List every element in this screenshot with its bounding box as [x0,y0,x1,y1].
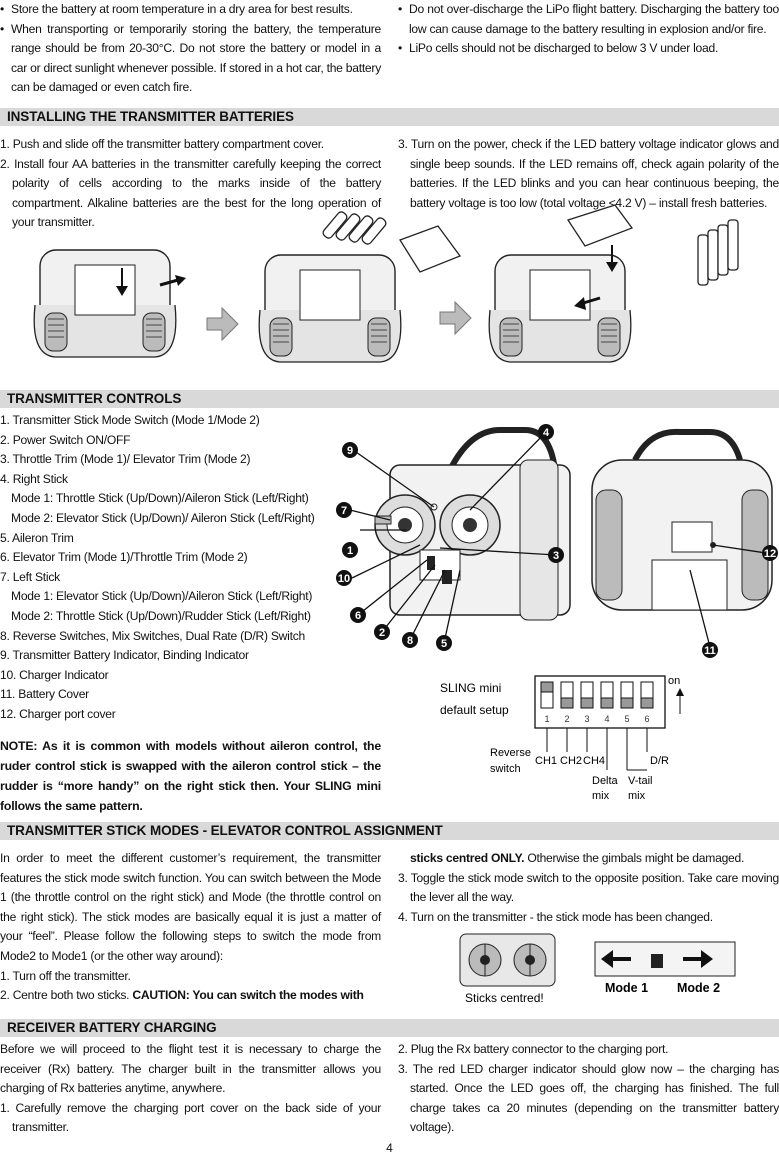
battery-install-illustration [0,200,779,380]
control-item: 3. Throttle Trim (Mode 1)/ Elevator Trim (Mode 2) [0,452,251,467]
mode-switch-icon [595,942,735,976]
svg-text:10: 10 [337,573,351,585]
transmitter-back-icon [592,432,772,610]
control-item: 12. Charger port cover [0,706,116,721]
svg-text:2: 2 [378,627,386,639]
battery-storage-bullets [0,0,381,98]
callout-badge-8 [402,632,418,648]
control-item: 2. Power Switch ON/OFF [0,432,131,447]
dr-label: D/R [650,755,669,767]
section-title: INSTALLING THE TRANSMITTER BATTERIES [7,109,294,124]
stick-mode-step-3: 3. Toggle the stick mode switch to the opposite position. Take care moving the lever all the way. [398,870,779,905]
control-item: 7. Left Stick [0,569,60,584]
on-arrow-icon [676,688,684,714]
svg-text:7: 7 [340,505,348,517]
svg-text:11: 11 [704,645,716,657]
section-title: TRANSMITTER STICK MODES - ELEVATOR CONTROL ASSIGNMENT [7,823,443,838]
svg-text:12: 12 [763,548,777,560]
transmitter-back-step2-icon [259,210,460,362]
control-item: 5. Aileron Trim [0,530,74,545]
transmitter-front-icon [375,430,570,620]
callout-badge-2 [374,624,390,640]
svg-text:1: 1 [346,545,354,557]
install-step-3: 3. Turn on the power, check if the LED battery voltage indicator glows and single beep sounds. If the LED remains off, check again polarity of the batteries. If the LED blinks and you can hear continuous beeping, the battery voltage is too low (total voltage <4.2 V) – install fresh batteries. [398,137,779,210]
stick-modes-left [0,849,381,1006]
stick-mode-step-2-cont: sticks centred ONLY. Otherwise the gimbals might be damaged. [410,851,745,865]
section-header-transmitter-controls [0,390,779,408]
svg-text:4: 4 [542,427,550,439]
dip-title-line1: SLING mini [440,681,502,695]
svg-text:6: 6 [354,610,362,622]
svg-text:8: 8 [406,635,414,647]
ch2-label: CH2 [560,755,583,767]
ch4-label: CH4 [583,755,606,767]
stick-mode-step-1: 1. Turn off the transmitter. [0,968,131,983]
mode-2-label: Mode 2 [677,981,721,995]
control-subitem: Mode 2: Throttle Stick (Up/Down)/Rudder Stick (Left/Right) [11,608,311,623]
control-item: 10. Charger Indicator [0,667,109,682]
control-item: 11. Battery Cover [0,687,89,702]
dip-switch-setup-diagram [430,670,779,810]
control-subitem: Mode 1: Elevator Stick (Up/Down)/Aileron Stick (Left/Right) [11,589,313,604]
arrow-right-icon [440,302,471,334]
svg-text:2: 2 [564,714,570,724]
stick-modes-intro: In order to meet the different customer’s requirement, the transmitter features the stick mode switch function. You can switch between the Mode 1 (the throttle control on the right stick) and Mode (the throttle control on the right stick). The stick modes are basically equal it is just a matter of your “feel”. Please follow the following steps to switch the mode from Mode2 to Mode1 (or the other way around): [0,851,381,963]
reverse-label-line2: switch [490,763,521,775]
sticks-centred-caption: Sticks centred! [465,991,544,1005]
section-header-stick-modes [0,822,779,840]
dip-title-line2: default setup [440,703,509,717]
callout-badge-4 [538,424,554,440]
stick-modes-right [398,849,779,927]
lipo-discharge-bullets [398,0,779,59]
svg-text:4: 4 [604,714,610,724]
svg-text:9: 9 [346,445,354,457]
vtail-label-line2: mix [628,790,646,802]
control-subitem: Mode 2: Elevator Stick (Up/Down)/ Aileron Stick (Left/Right) [11,510,315,525]
callout-badge-7 [336,502,352,518]
stick-mode-step-4: 4. Turn on the transmitter - the stick mode has been changed. [398,909,713,924]
section-title: TRANSMITTER CONTROLS [7,391,182,406]
svg-text:1: 1 [544,714,550,724]
delta-label-line2: mix [592,790,610,802]
sticks-centred-icon [460,934,555,986]
section-header-receiver-charging [0,1019,779,1037]
callout-badge-5 [436,635,452,651]
callout-badge-10 [336,570,352,586]
transmitter-back-step3-icon [489,205,632,362]
section-title: RECEIVER BATTERY CHARGING [7,1020,217,1035]
callout-badge-12 [762,545,778,561]
control-subitem: Mode 1: Throttle Stick (Up/Down)/Aileron Stick (Left/Right) [11,491,309,506]
charging-left [0,1040,381,1138]
charging-step-3: 3. The red LED charger indicator should glow now – the charging has started. Once the LED goes off, the charging has finished. The full charge takes ca 20 minutes (depending on the transmitter battery voltage). [398,1061,779,1135]
page-number: 4 [386,1141,393,1155]
transmitter-controls-diagram [330,420,779,660]
bullet-item: • Do not over-discharge the LiPo flight battery. Discharging the battery too low can cause damage to the battery resulting in explosion and/or fire. [398,0,779,39]
aa-batteries-icon [698,220,738,285]
control-item: 9. Transmitter Battery Indicator, Binding Indicator [0,648,249,663]
charging-step-2: 2. Plug the Rx battery connector to the charging port. [398,1042,669,1056]
svg-text:5: 5 [624,714,630,724]
ch1-label: CH1 [535,755,558,767]
delta-label-line1: Delta [592,775,618,787]
svg-text:3: 3 [552,550,560,562]
callout-badge-6 [350,607,366,623]
callout-badge-11 [702,642,718,658]
bullet-item: • Store the battery at room temperature in a dry area for best results. [0,0,381,20]
install-step-1: 1. Push and slide off the transmitter battery compartment cover. [0,137,324,151]
callout-badge-1 [342,542,358,558]
callout-badge-3 [548,547,564,563]
svg-text:6: 6 [644,714,650,724]
transmitter-back-step1-icon [34,250,186,357]
bullet-item: • When transporting or temporarily storing the battery, the temperature range should be from 20-30°C. Do not store the battery or model in a car or direct sunlight whenever possible. If stored in a hot car, the battery can be damaged or even catch fire. [0,20,381,98]
control-item: 1. Transmitter Stick Mode Switch (Mode 1/Mode 2) [0,413,260,427]
section-header-installing-batteries [0,108,779,126]
stick-mode-illustrations [455,930,755,1010]
control-item: 4. Right Stick [0,471,68,486]
callout-badge-9 [342,442,358,458]
svg-text:3: 3 [584,714,590,724]
charging-step-1: 1. Carefully remove the charging port cover on the back side of your transmitter. [0,1100,381,1135]
charging-intro: Before we will proceed to the flight test it is necessary to charge the receiver (Rx) battery. The charger built in the transmitter allows you charging of Rx batteries anytime, anywhere. [0,1042,381,1096]
aileron-note: NOTE: As it is common with models without aileron control, the ruder control stick is swapped with the aileron control stick – the rudder is “more handy” on the right stick then. Your SLING mini follows the same pattern. [0,739,381,813]
stick-mode-step-2: 2. Centre both two sticks. CAUTION: You can switch the modes with [0,988,364,1003]
dip-on-label: on [668,675,681,687]
install-step-2: 2. Install four AA batteries in the transmitter carefully keeping the correct polarity of cells according to the marks inside of the battery compartment. Alkaline batteries are the best for the long operation of your transmitter. [0,156,381,230]
control-item: 6. Elevator Trim (Mode 1)/Throttle Trim (Mode 2) [0,550,248,565]
bullet-item: • LiPo cells should not be discharged to below 3 V under load. [398,39,779,59]
vtail-label-line1: V-tail [628,775,653,787]
reverse-label-line1: Reverse [490,747,531,759]
mode-1-label: Mode 1 [605,981,649,995]
svg-text:5: 5 [440,638,448,650]
charging-right [398,1040,779,1138]
arrow-right-icon [207,308,238,340]
control-item: 8. Reverse Switches, Mix Switches, Dual Rate (D/R) Switch [0,628,305,643]
